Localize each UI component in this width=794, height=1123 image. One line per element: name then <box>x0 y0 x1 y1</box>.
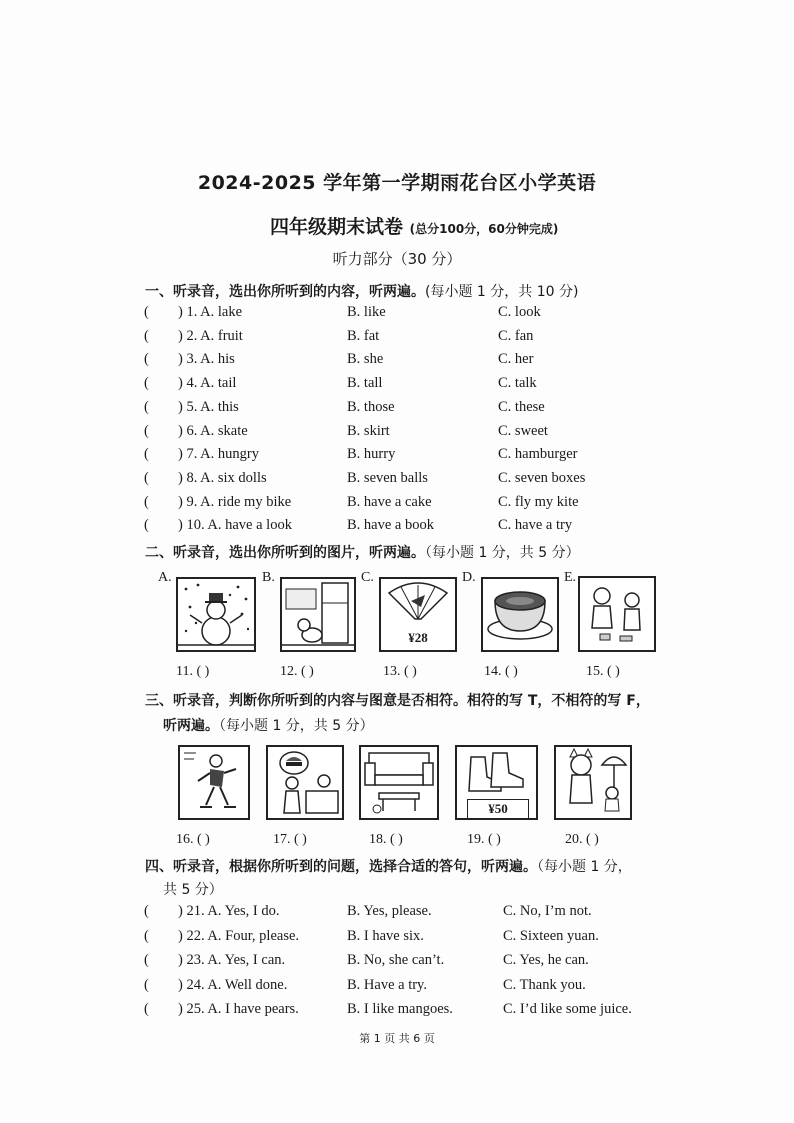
answer-paren[interactable]: ( <box>144 517 149 534</box>
option-b: B. seven balls <box>347 469 428 486</box>
option-a: ) 7. A. hungry <box>178 446 259 463</box>
option-c: C. sweet <box>498 422 548 439</box>
option-a: ) 9. A. ride my bike <box>178 493 292 510</box>
answer-blank-14[interactable]: 14. ( ) <box>484 664 518 679</box>
fan-icon <box>379 577 457 652</box>
answer-paren[interactable]: ( <box>144 927 149 944</box>
dog-by-fridge-icon <box>280 577 356 652</box>
option-a: ) 1. A. lake <box>178 304 243 320</box>
answer-paren[interactable]: ( <box>144 493 149 510</box>
option-c: C. Sixteen yuan. <box>503 927 599 944</box>
section4-question-23 <box>0 952 794 974</box>
option-b: B. Have a try. <box>347 976 427 993</box>
option-b: B. I have six. <box>347 927 424 944</box>
answer-paren[interactable]: ( <box>144 351 149 368</box>
picture-label-d: D. <box>462 570 476 585</box>
section1-question-2 <box>0 328 794 350</box>
option-a: ) 8. A. six dolls <box>178 469 267 486</box>
option-b: B. I like mangoes. <box>347 1001 453 1017</box>
section4-score: （每小题 1 分， <box>537 859 632 875</box>
option-c: C. her <box>498 351 534 368</box>
bowl-icon <box>481 577 559 652</box>
section4-question-21 <box>0 903 794 925</box>
section1-question-8 <box>0 470 794 492</box>
section1-question-5 <box>0 399 794 421</box>
option-b: B. those <box>347 398 395 415</box>
option-b: B. she <box>347 351 384 368</box>
option-a: ) 3. A. his <box>178 351 235 368</box>
option-b: B. have a book <box>347 517 434 534</box>
option-a: ) 25. A. I have pears. <box>178 1001 299 1017</box>
answer-paren[interactable]: ( <box>144 1001 149 1017</box>
option-a: ) 5. A. this <box>178 398 239 415</box>
option-a: ) 21. A. Yes, I do. <box>178 903 280 919</box>
section1-heading <box>145 281 578 301</box>
answer-blank-20[interactable]: 20. ( ) <box>565 832 599 847</box>
picture-label-c: C. <box>361 570 374 585</box>
answer-blank-12[interactable]: 12. ( ) <box>280 664 314 679</box>
section4-instruction: 四、听录音，根据你所听到的问题，选择合适的答句，听两遍。 <box>145 859 537 875</box>
answer-paren[interactable]: ( <box>144 446 149 463</box>
picture-label-e: E. <box>564 570 577 585</box>
answer-paren[interactable]: ( <box>144 304 149 320</box>
option-a: ) 4. A. tail <box>178 375 237 392</box>
option-c: C. No, I’m not. <box>503 903 592 919</box>
sofa-table-icon <box>359 745 439 820</box>
option-c: C. hamburger <box>498 446 578 463</box>
section1-question-1 <box>0 304 794 326</box>
option-c: C. look <box>498 304 541 320</box>
exam-title: 2024-2025 学年第一学期雨花台区小学英语 <box>197 172 597 194</box>
option-c: C. talk <box>498 375 537 392</box>
option-a: ) 10. A. have a look <box>178 517 292 534</box>
shoes-price: ¥50 <box>467 799 529 819</box>
section4-question-24 <box>0 977 794 999</box>
picture-label-a: A. <box>158 570 172 585</box>
snowman-icon <box>176 577 256 652</box>
option-a: ) 2. A. fruit <box>178 327 243 344</box>
answer-blank-13[interactable]: 13. ( ) <box>383 664 417 679</box>
section3-heading: 三、听录音，判断你所听到的内容与图意是否相符。相符的写 T，不相符的写 F， <box>145 693 650 709</box>
option-c: C. Yes, he can. <box>503 952 589 968</box>
option-b: B. tall <box>347 375 383 392</box>
section1-question-3 <box>0 351 794 373</box>
option-a: ) 23. A. Yes, I can. <box>178 952 286 968</box>
section4-question-22 <box>0 928 794 950</box>
answer-blank-16[interactable]: 16. ( ) <box>176 832 210 847</box>
section4-heading <box>145 856 632 876</box>
section1-question-4 <box>0 375 794 397</box>
section3-instruction2: 听两遍。 <box>163 718 219 734</box>
section3-score: （每小题 1 分，共 5 分） <box>219 718 374 734</box>
section1-question-7 <box>0 446 794 468</box>
option-b: B. have a cake <box>347 493 432 510</box>
answer-paren[interactable]: ( <box>144 422 149 439</box>
fan-price: ¥28 <box>408 630 428 645</box>
shoes-icon <box>455 745 538 820</box>
answer-paren[interactable]: ( <box>144 327 149 344</box>
option-c: C. these <box>498 398 545 415</box>
option-c: C. fly my kite <box>498 493 579 510</box>
section1-instruction: 一、听录音，选出你所听到的内容，听两遍。 <box>145 284 425 300</box>
score-note: (总分100分，60分钟完成) <box>409 222 559 236</box>
option-c: C. Thank you. <box>503 976 586 993</box>
answer-blank-17[interactable]: 17. ( ) <box>273 832 307 847</box>
children-icon <box>578 576 656 652</box>
answer-paren[interactable]: ( <box>144 469 149 486</box>
answer-paren[interactable]: ( <box>144 976 149 993</box>
listening-part-title: 听力部分（30 分） <box>332 250 462 268</box>
section2-heading <box>145 542 580 562</box>
section2-score: （每小题 1 分，共 5 分） <box>425 545 580 561</box>
section1-question-10 <box>0 517 794 539</box>
answer-blank-19[interactable]: 19. ( ) <box>467 832 501 847</box>
option-c: C. I’d like some juice. <box>503 1001 632 1017</box>
option-c: C. have a try <box>498 517 573 534</box>
answer-blank-15[interactable]: 15. ( ) <box>586 664 620 679</box>
option-c: C. fan <box>498 327 534 344</box>
section3-heading-line2 <box>163 715 374 735</box>
section4-question-25 <box>0 1001 794 1023</box>
answer-blank-11[interactable]: 11. ( ) <box>176 664 210 679</box>
section1-question-9 <box>0 494 794 516</box>
grade-title: 四年级期末试卷 <box>270 216 404 238</box>
section1-question-6 <box>0 423 794 445</box>
cat-mouse-umbrella-icon <box>554 745 632 820</box>
option-b: B. fat <box>347 327 380 344</box>
section2-instruction: 二、听录音，选出你所听到的图片，听两遍。 <box>145 545 425 561</box>
option-b: B. like <box>347 304 386 320</box>
option-a: ) 24. A. Well done. <box>178 976 288 993</box>
option-a: ) 22. A. Four, please. <box>178 927 300 944</box>
option-c: C. seven boxes <box>498 469 586 486</box>
answer-paren[interactable]: ( <box>144 903 149 919</box>
page-footer: 第 1 页 共 6 页 <box>359 1032 435 1045</box>
option-b: B. hurry <box>347 446 396 463</box>
answer-paren[interactable]: ( <box>144 952 149 968</box>
hamburger-shop-icon <box>266 745 344 820</box>
picture-label-b: B. <box>262 570 275 585</box>
exam-subtitle <box>270 212 558 239</box>
answer-paren[interactable]: ( <box>144 398 149 415</box>
answer-paren[interactable]: ( <box>144 375 149 392</box>
option-a: ) 6. A. skate <box>178 422 248 439</box>
option-b: B. Yes, please. <box>347 903 432 919</box>
skater-icon <box>178 745 250 820</box>
answer-blank-18[interactable]: 18. ( ) <box>369 832 403 847</box>
section4-heading-line2: 共 5 分） <box>163 882 223 898</box>
section1-score: (每小题 1 分，共 10 分) <box>425 284 579 300</box>
option-b: B. skirt <box>347 422 390 439</box>
option-b: B. No, she can’t. <box>347 952 445 968</box>
